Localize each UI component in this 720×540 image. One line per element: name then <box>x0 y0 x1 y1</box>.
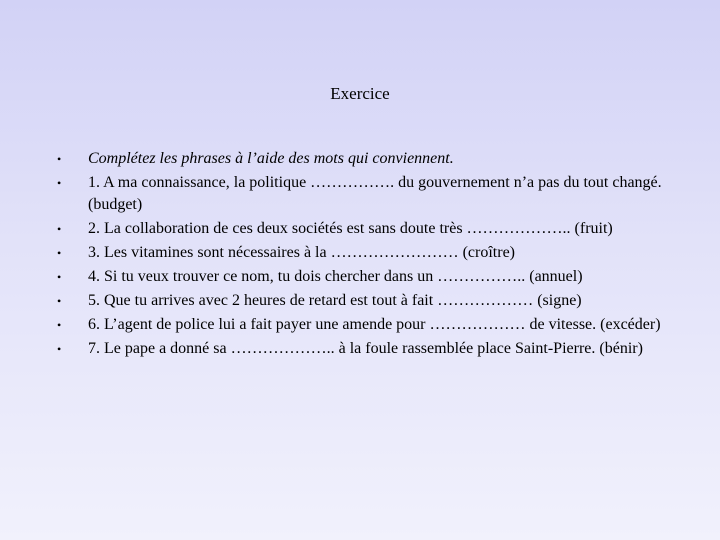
list-item-question-5 <box>57 290 677 312</box>
question-text: 7. Le pape a donné sa ……………….. à la foule rassemblée place Saint-Pierre. (bénir) <box>88 340 643 357</box>
list-item-question-7 <box>57 338 677 360</box>
instruction-text: Complétez les phrases à l’aide des mots qui conviennent. <box>88 150 454 167</box>
question-text: 4. Si tu veux trouver ce nom, tu dois chercher dans un …………….. (annuel) <box>88 268 583 285</box>
question-text: 3. Les vitamines sont nécessaires à la …………………… (croître) <box>88 244 515 261</box>
question-text: 6. L’agent de police lui a fait payer une amende pour ……………… de vitesse. (excéder) <box>88 316 661 333</box>
exercise-list <box>57 148 677 362</box>
bullet-icon: • <box>57 342 62 356</box>
bullet-icon: • <box>57 294 62 308</box>
list-item-question-2 <box>57 218 677 240</box>
list-item-instruction <box>57 148 677 170</box>
slide-title: Exercice <box>330 84 390 103</box>
question-text: 5. Que tu arrives avec 2 heures de retard est tout à fait ……………… (signe) <box>88 292 582 309</box>
question-text: 1. A ma connaissance, la politique ……………. du gouvernement n’a pas du tout changé. (budget) <box>88 174 662 213</box>
bullet-icon: • <box>57 222 62 236</box>
bullet-icon: • <box>57 246 62 260</box>
list-item-question-4 <box>57 266 677 288</box>
list-item-question-1 <box>57 172 677 216</box>
list-item-question-6 <box>57 314 677 336</box>
bullet-icon: • <box>57 318 62 332</box>
bullet-icon: • <box>57 176 62 190</box>
bullet-icon: • <box>57 152 62 166</box>
list-item-question-3 <box>57 242 677 264</box>
question-text: 2. La collaboration de ces deux sociétés est sans doute très ……………….. (fruit) <box>88 220 613 237</box>
bullet-icon: • <box>57 270 62 284</box>
